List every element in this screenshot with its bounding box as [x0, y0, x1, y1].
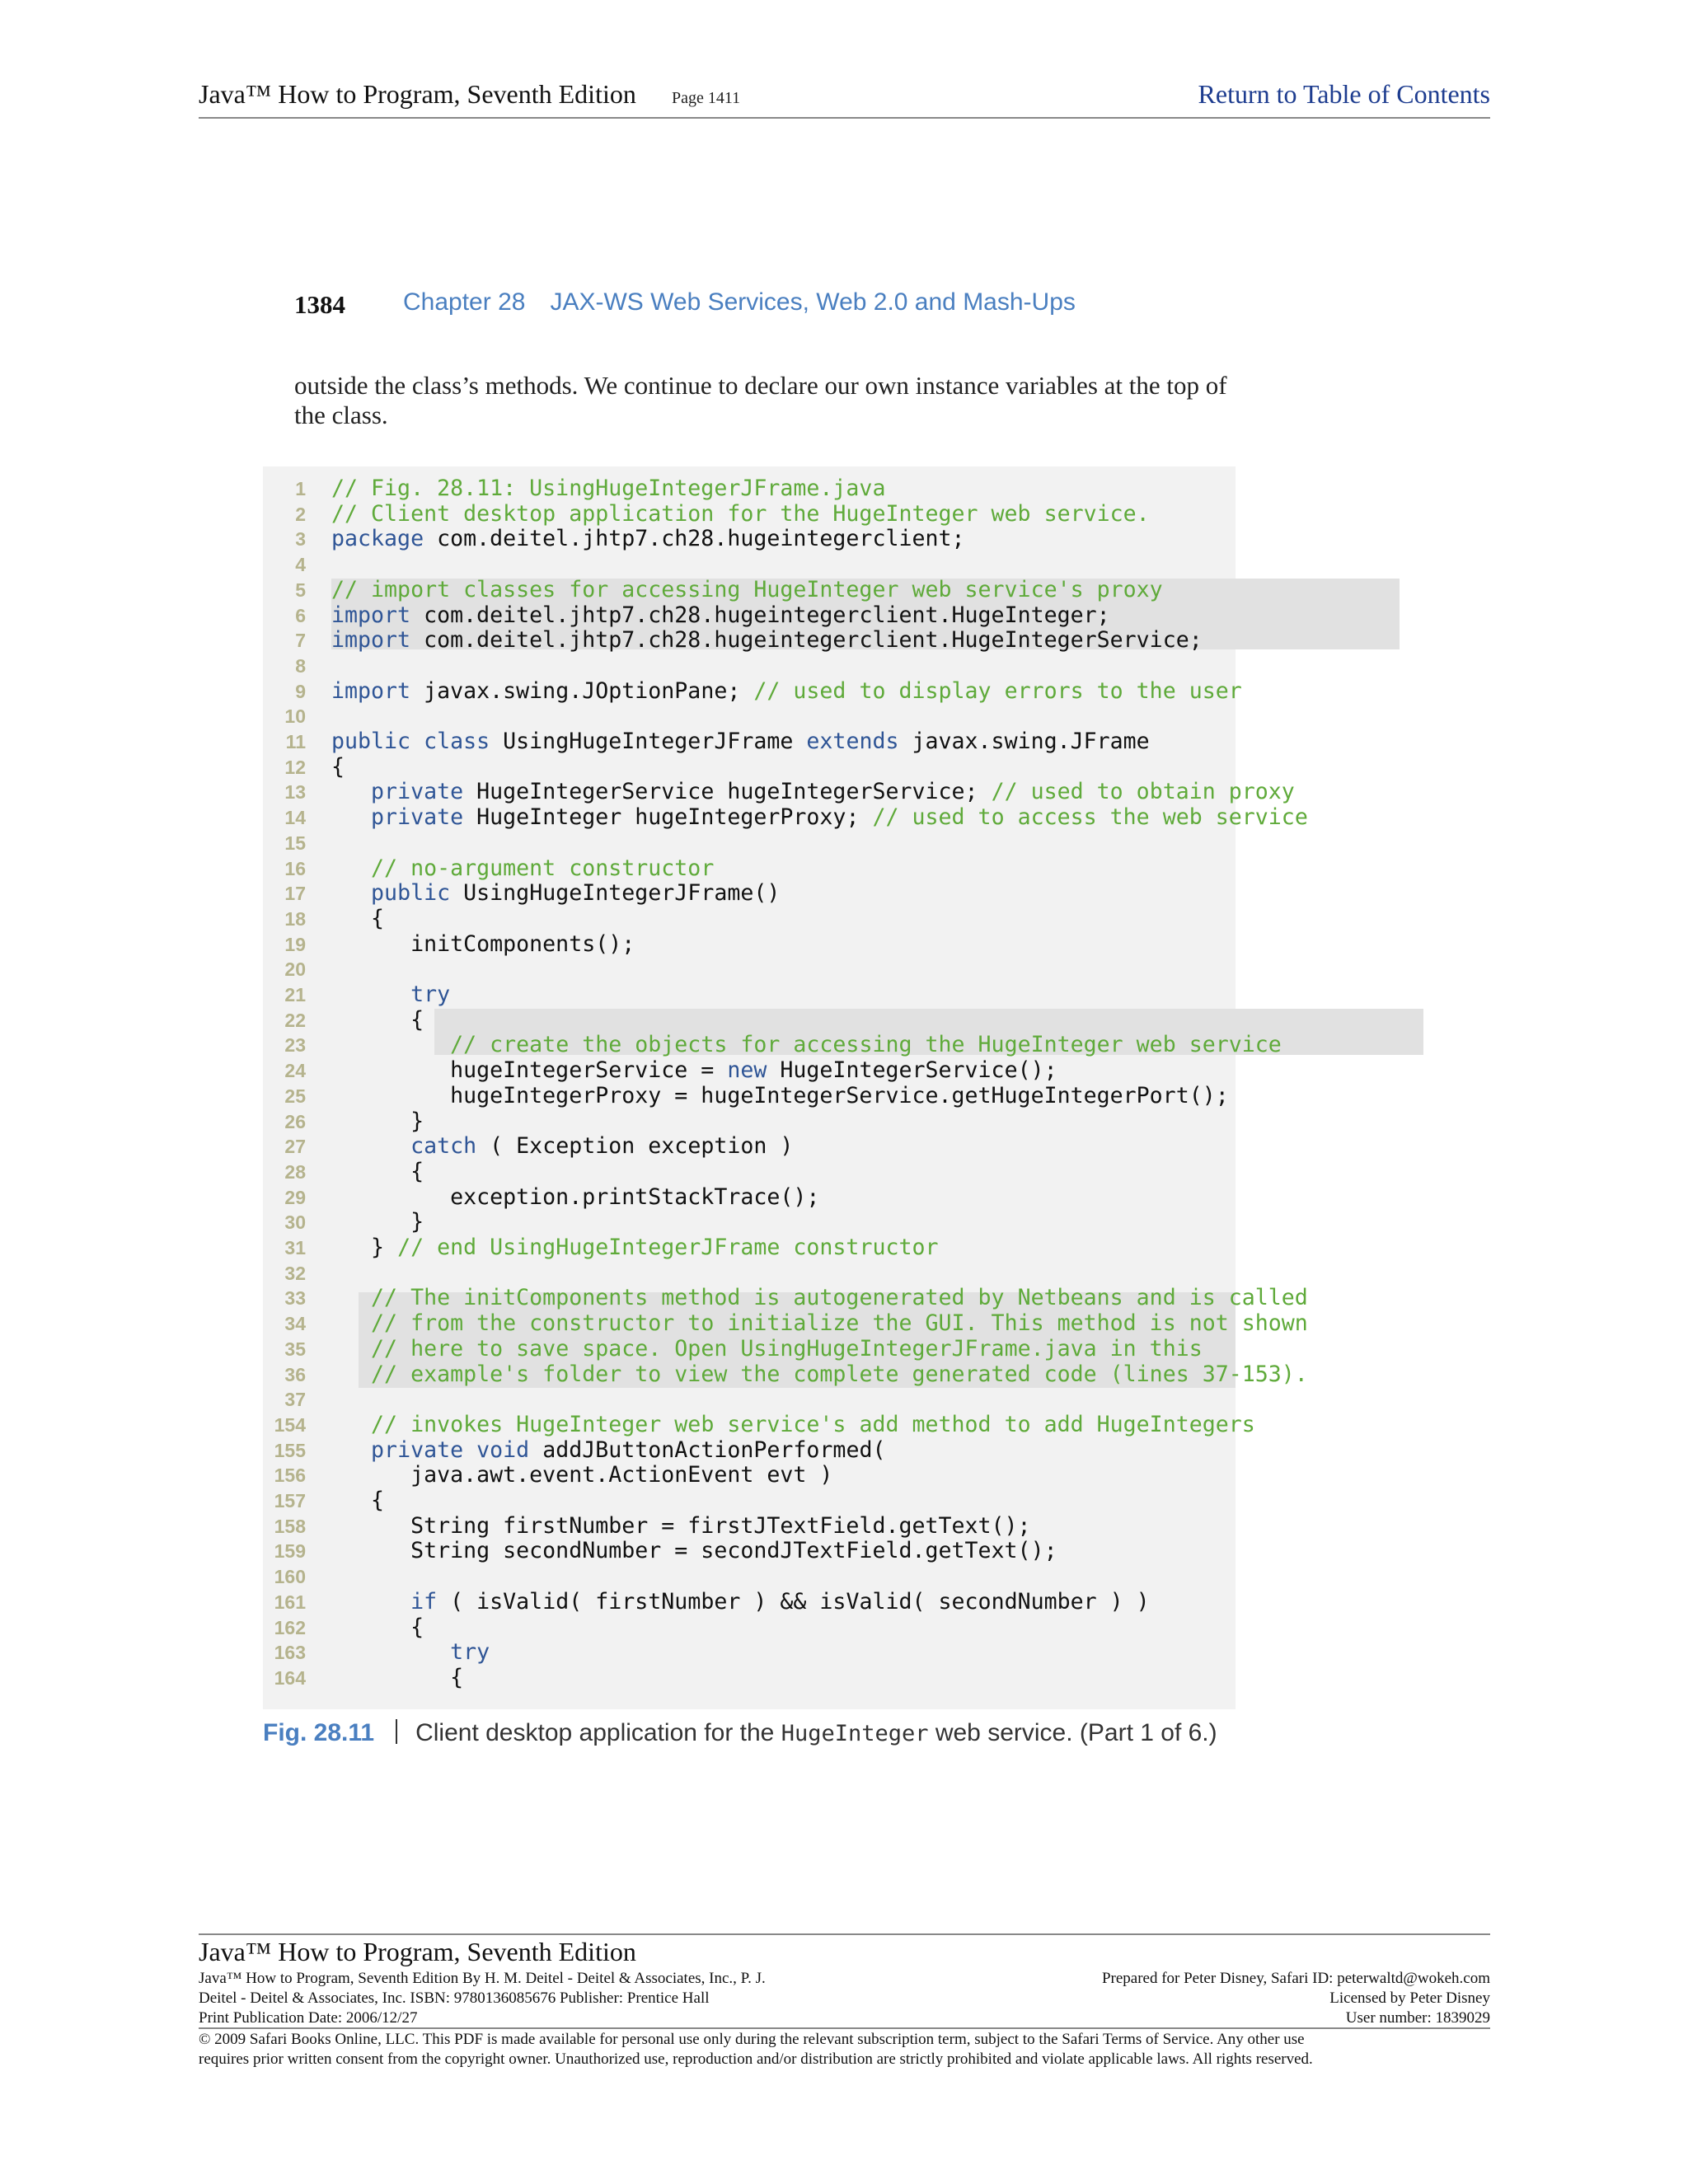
code-plain [331, 779, 371, 804]
code-keyword: catch [410, 1133, 477, 1160]
caption-separator [396, 1719, 397, 1744]
code-plain [331, 855, 371, 881]
code-text [331, 780, 1295, 805]
chapter-title: JAX-WS Web Services, Web 2.0 and Mash-Ups [550, 288, 1076, 316]
line-number: 25 [284, 1085, 306, 1107]
line-number: 161 [274, 1591, 306, 1613]
code-plain: { [331, 1158, 424, 1184]
code-text [331, 1362, 1308, 1388]
code-text [331, 755, 345, 780]
code-plain: ( isValid( firstNumber ) && isValid( secondNumber ) ) [437, 1588, 1150, 1615]
line-number: 31 [284, 1237, 306, 1258]
code-plain [331, 1133, 410, 1159]
code-text [331, 1008, 424, 1033]
code-text [331, 907, 384, 932]
footer [199, 1933, 1490, 2068]
line-number: 7 [295, 630, 306, 652]
code-keyword: if [410, 1588, 438, 1615]
line-number: 22 [284, 1009, 306, 1031]
line-number: 157 [274, 1490, 306, 1511]
line-number: 36 [284, 1363, 306, 1385]
code-comment: // no-argument constructor [371, 855, 715, 881]
code-plain: String firstNumber = firstJTextField.getText(); [331, 1512, 1031, 1539]
line-number: 33 [284, 1287, 306, 1310]
line-number: 6 [295, 604, 306, 626]
code-keyword: import [331, 602, 411, 628]
caption-text-after: web service. (Part 1 of 6.) [928, 1719, 1217, 1746]
line-number: 30 [284, 1212, 306, 1234]
code-plain: String secondNumber = secondJTextField.getText(); [331, 1538, 1057, 1564]
footer-title: Java™ How to Program, Seventh Edition [199, 1937, 636, 1966]
code-text [331, 1084, 1229, 1109]
code-comment: // here to save space. Open UsingHugeIntegerJFrame.java in this [371, 1335, 1203, 1361]
footer-book-info: Java™ How to Program, Seventh Edition By H. M. Deitel - Deitel & Associates, Inc., P. J. [199, 1970, 766, 1987]
code-plain: { [331, 1664, 464, 1690]
footer-prepared-for: Prepared for Peter Disney, Safari ID: peterwaltd@wokeh.com [1101, 1970, 1490, 1987]
code-plain: HugeIntegerService hugeIntegerService; [463, 779, 992, 805]
code-text [331, 1438, 885, 1464]
page-reference: Page 1411 [672, 89, 741, 107]
code-plain [331, 804, 371, 830]
line-number: 160 [274, 1566, 306, 1588]
code-plain [331, 1589, 410, 1615]
code-text [331, 856, 714, 882]
code-text [331, 1337, 1203, 1362]
code-text [331, 1615, 424, 1641]
line-number: 32 [284, 1262, 306, 1284]
code-text [331, 1666, 463, 1691]
line-number: 5 [295, 579, 306, 601]
page-number: 1384 [294, 290, 345, 319]
code-text [331, 628, 1203, 654]
line-number: 2 [295, 503, 306, 525]
line-number: 15 [284, 832, 306, 854]
code-text [331, 1134, 793, 1160]
line-number: 24 [284, 1060, 306, 1082]
code-plain [331, 880, 371, 906]
line-number: 155 [274, 1439, 306, 1461]
code-comment: // end UsingHugeIntegerJFrame constructor [397, 1235, 939, 1260]
code-text [331, 1463, 832, 1488]
code-plain [331, 1437, 371, 1463]
line-number: 29 [284, 1186, 306, 1208]
code-keyword: extends [806, 729, 899, 754]
line-number: 34 [284, 1313, 306, 1335]
code-comment: // Client desktop application for the HugeInteger web service. [331, 500, 1150, 527]
line-number: 12 [284, 756, 306, 778]
caption-text-before: Client desktop application for the [415, 1719, 781, 1746]
line-number: 37 [284, 1389, 306, 1411]
footer-divider [199, 2027, 1490, 2029]
copyright-line: © 2009 Safari Books Online, LLC. This PDF is made available for personal use only during the relevant subscription term, subject to the Safari Terms of Service. Any other use [199, 2031, 1305, 2048]
code-plain [331, 1336, 371, 1361]
top-bar [199, 76, 1490, 119]
chapter-number: Chapter 28 [403, 288, 526, 316]
code-keyword: import [331, 627, 411, 654]
code-plain: { [331, 1488, 385, 1513]
code-comment: // invokes HugeInteger web service's add method to add HugeIntegers [371, 1411, 1255, 1437]
code-keyword: private void [371, 1436, 530, 1463]
code-keyword: package [331, 526, 424, 552]
code-text [331, 805, 1308, 831]
code-plain: addJButtonActionPerformed( [529, 1436, 886, 1463]
code-comment: // used to display errors to the user [753, 677, 1242, 704]
line-number: 158 [274, 1515, 306, 1537]
figure-caption [263, 1719, 1217, 1747]
code-plain: com.deitel.jhtp7.ch28.hugeintegerclient.HugeIntegerService; [410, 627, 1203, 654]
code-plain [331, 982, 410, 1007]
code-text [331, 1539, 1057, 1564]
code-text [331, 1488, 384, 1514]
line-number: 14 [284, 807, 306, 829]
code-text [331, 1210, 424, 1235]
line-number: 163 [274, 1642, 306, 1664]
code-text [331, 1109, 424, 1135]
code-plain: java.awt.event.ActionEvent evt ) [331, 1462, 833, 1488]
line-number: 164 [274, 1666, 306, 1689]
code-plain: HugeIntegerService(); [767, 1057, 1057, 1084]
code-comment: // import classes for accessing HugeInteger web service's proxy [331, 576, 1163, 602]
code-plain: HugeInteger hugeIntegerProxy; [463, 804, 873, 831]
code-text [331, 1058, 1057, 1084]
code-text [331, 1160, 424, 1185]
code-keyword: public class [331, 729, 490, 754]
code-text [331, 578, 1163, 603]
code-plain: ( Exception exception ) [476, 1133, 794, 1160]
code-text [331, 1185, 819, 1211]
line-number: 4 [295, 554, 306, 576]
code-keyword: new [727, 1057, 767, 1084]
code-keyword: private [371, 804, 464, 831]
code-comment: // from the constructor to initialize the GUI. This method is not shown [371, 1310, 1308, 1337]
code-text [331, 476, 885, 502]
line-number: 8 [295, 654, 306, 677]
code-plain [331, 1639, 450, 1665]
line-number: 154 [274, 1413, 306, 1436]
chapter-heading [403, 288, 1076, 316]
code-text [331, 1033, 1282, 1058]
line-number: 11 [285, 731, 306, 752]
code-text [331, 1590, 1150, 1615]
line-number: 20 [284, 958, 306, 981]
code-comment: // The initComponents method is autogenerated by Netbeans and is called [371, 1285, 1308, 1311]
code-plain: { [331, 1006, 424, 1033]
code-text [331, 502, 1150, 527]
line-number: 159 [274, 1540, 306, 1563]
code-text [331, 881, 780, 907]
intro-paragraph: outside the class’s methods. We continue to declare our own instance variables at the top of the class. [294, 371, 1227, 429]
code-text [331, 1311, 1308, 1337]
code-text [331, 1640, 490, 1666]
code-text [331, 729, 1150, 755]
code-plain: } [331, 1108, 424, 1134]
code-keyword: import [331, 677, 411, 704]
figure-label: Fig. 28.11 [263, 1719, 375, 1746]
line-number: 3 [295, 528, 306, 551]
code-listing [263, 466, 1308, 1709]
code-plain: UsingHugeIntegerJFrame() [450, 880, 781, 907]
line-number: 21 [284, 984, 306, 1005]
footer-publication-date: Print Publication Date: 2006/12/27 [199, 2009, 418, 2027]
code-text [331, 932, 635, 958]
footer-isbn-info: Deitel - Deitel & Associates, Inc. ISBN: 9780136085676 Publisher: Prentice Hall [199, 1990, 710, 2007]
line-number: 10 [284, 705, 306, 728]
caption-code-term: HugeInteger [781, 1721, 929, 1746]
code-plain: UsingHugeIntegerJFrame [490, 729, 807, 754]
code-text [331, 1413, 1255, 1438]
line-number: 1 [295, 478, 306, 499]
copyright-line: requires prior written consent from the copyright owner. Unauthorized use, reproduction and/or distribution are strictly prohibited and violate applicable laws. All rights reserved. [199, 2050, 1313, 2068]
code-plain: hugeIntegerService = [331, 1057, 728, 1084]
code-plain: exception.printStackTrace(); [331, 1183, 820, 1210]
code-keyword: try [450, 1639, 490, 1666]
code-text [331, 1514, 1031, 1540]
line-number: 23 [284, 1034, 306, 1057]
code-plain [331, 1285, 371, 1310]
line-number: 162 [274, 1616, 306, 1638]
code-plain: hugeIntegerProxy = hugeIntegerService.getHugeIntegerPort(); [331, 1082, 1229, 1108]
line-number: 18 [284, 907, 306, 930]
line-number: 17 [284, 883, 306, 905]
code-text [331, 679, 1242, 705]
code-plain: javax.swing.JFrame [898, 729, 1150, 754]
line-number: 9 [295, 680, 306, 702]
code-comment: // create the objects for accessing the HugeInteger web service [450, 1032, 1282, 1058]
code-text [331, 1286, 1308, 1311]
code-text [331, 527, 965, 552]
line-number: 16 [284, 857, 306, 879]
code-plain: { [331, 1614, 424, 1640]
code-plain: javax.swing.JOptionPane; [410, 677, 754, 704]
line-number: 19 [284, 933, 306, 955]
return-to-toc-link[interactable]: Return to Table of Contents [1198, 79, 1490, 109]
code-text [331, 982, 450, 1008]
code-keyword: try [410, 982, 451, 1007]
code-comment: // Fig. 28.11: UsingHugeIntegerJFrame.java [331, 476, 886, 501]
code-plain [331, 1412, 371, 1437]
line-number: 26 [284, 1110, 306, 1132]
line-number: 27 [284, 1136, 306, 1158]
code-comment: // used to access the web service [872, 804, 1308, 831]
line-number: 13 [284, 781, 306, 804]
code-keyword: public [371, 880, 451, 907]
code-plain [331, 1310, 371, 1336]
code-text [331, 603, 1110, 629]
code-keyword: private [371, 779, 464, 805]
book-title: Java™ How to Program, Seventh Edition [199, 79, 636, 109]
code-plain: com.deitel.jhtp7.ch28.hugeintegerclient.HugeInteger; [410, 602, 1110, 628]
code-plain: { [331, 753, 345, 780]
code-comment: // used to obtain proxy [991, 779, 1295, 805]
footer-licensed-by: Licensed by Peter Disney [1329, 1990, 1490, 2007]
code-plain: } [331, 1235, 398, 1260]
code-text [331, 1235, 939, 1261]
line-number: 28 [284, 1160, 306, 1183]
line-number: 35 [284, 1338, 306, 1360]
code-plain [331, 1032, 450, 1057]
code-plain [331, 1361, 371, 1387]
code-comment: // example's folder to view the complete generated code (lines 37-153). [371, 1361, 1308, 1387]
code-plain: initComponents(); [331, 930, 635, 957]
code-plain: com.deitel.jhtp7.ch28.hugeintegerclient; [424, 526, 965, 552]
code-plain: } [331, 1209, 424, 1235]
line-number: 156 [274, 1465, 306, 1487]
code-plain: { [331, 905, 385, 931]
footer-user-number: User number: 1839029 [1345, 2009, 1490, 2027]
